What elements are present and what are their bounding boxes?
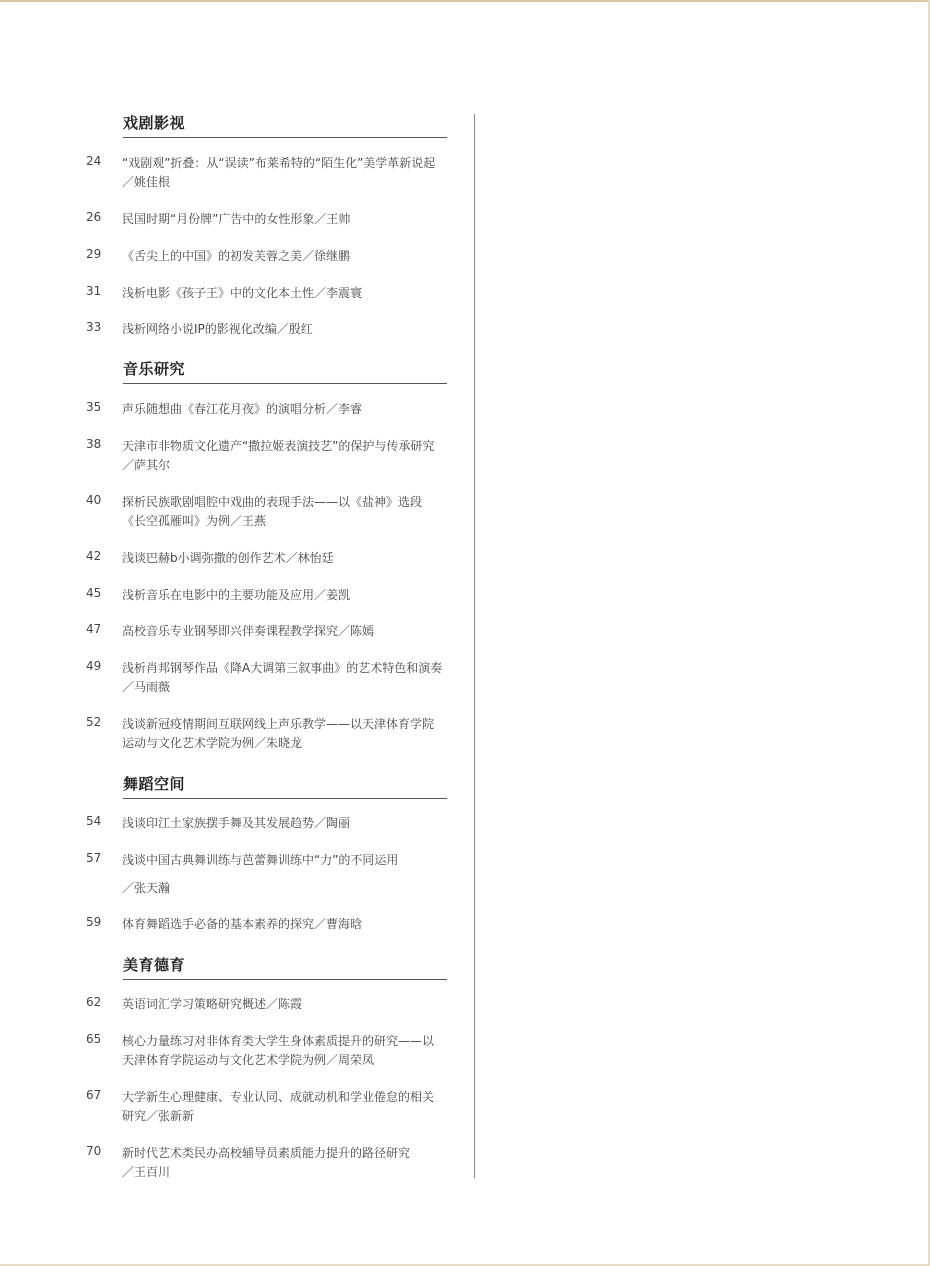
entry-title: 浅析音乐在电影中的主要功能及应用／姜凯 <box>122 588 351 602</box>
entry-page-number: 54 <box>86 814 102 828</box>
section-heading: 音乐研究 <box>123 358 447 384</box>
entry-page-number: 35 <box>86 400 102 414</box>
entry-title: 浅谈中国古典舞训练与芭蕾舞训练中“力”的不同运用 ／张天瀚 <box>122 853 399 895</box>
entry-title: 民国时期“月份牌”广告中的女性形象／王帅 <box>122 212 351 226</box>
entry-page-number: 70 <box>86 1144 102 1158</box>
entry-page-number: 52 <box>86 715 102 729</box>
entry-page-number: 65 <box>86 1032 102 1046</box>
entry-title: 浅谈印江土家族摆手舞及其发展趋势／陶丽 <box>122 816 351 830</box>
entry-page-number: 49 <box>86 659 102 673</box>
entry-page-number: 42 <box>86 549 102 563</box>
entry-page-number: 33 <box>86 320 102 334</box>
page-top-border <box>0 0 930 2</box>
section-heading: 舞蹈空间 <box>123 773 447 799</box>
entry-title: 天津市非物质文化遗产“撒拉姬表演技艺”的保护与传承研究 ／萨其尔 <box>122 439 435 472</box>
entry-title: 声乐随想曲《春江花月夜》的演唱分析／李睿 <box>122 402 363 416</box>
entry-title: 浅谈巴赫b小调弥撒的创作艺术／林怡廷 <box>122 551 334 565</box>
entry-page-number: 59 <box>86 915 102 929</box>
entry-title: 体育舞蹈选手必备的基本素养的探究／曹海晗 <box>122 917 363 931</box>
entry-title: “戏剧观”折叠：从“误读”布莱希特的“陌生化”美学革新说起 ／姚佳根 <box>122 156 436 189</box>
column-divider <box>474 114 475 1178</box>
entry-title: 浅析肖邦钢琴作品《降A大调第三叙事曲》的艺术特色和演奏 ／马雨薇 <box>122 661 443 694</box>
entry-page-number: 40 <box>86 493 102 507</box>
entry-title: 高校音乐专业钢琴即兴伴奏课程教学探究／陈嫣 <box>122 624 375 638</box>
entry-page-number: 26 <box>86 210 102 224</box>
entry-title: 探析民族歌剧唱腔中戏曲的表现手法——以《盐神》选段 《长空孤雁叫》为例／王燕 <box>122 495 423 528</box>
entry-page-number: 31 <box>86 284 102 298</box>
entry-page-number: 45 <box>86 586 102 600</box>
entry-page-number: 47 <box>86 622 102 636</box>
entry-title: 英语词汇学习策略研究概述／陈霞 <box>122 997 303 1011</box>
entry-page-number: 24 <box>86 154 102 168</box>
section-heading: 戏剧影视 <box>123 112 447 138</box>
entry-title: 新时代艺术类民办高校辅导员素质能力提升的路径研究 ／王百川 <box>122 1146 411 1179</box>
entry-title: 大学新生心理健康、专业认同、成就动机和学业倦怠的相关 研究／张新新 <box>122 1090 435 1123</box>
entry-title: 浅谈新冠疫情期间互联网线上声乐教学——以天津体育学院 运动与文化艺术学院为例／朱晓龙 <box>122 717 435 750</box>
entry-title: 《舌尖上的中国》的初发芙蓉之美／徐继鹏 <box>122 249 351 263</box>
entry-page-number: 29 <box>86 247 102 261</box>
entry-page-number: 38 <box>86 437 102 451</box>
entry-title: 浅析电影《孩子王》中的文化本土性／李震寰 <box>122 286 363 300</box>
entry-title: 核心力量练习对非体育类大学生身体素质提升的研究——以 天津体育学院运动与文化艺术学院为例／周荣凤 <box>122 1034 435 1067</box>
entry-title: 浅析网络小说IP的影视化改编／殷红 <box>122 322 313 336</box>
entry-page-number: 67 <box>86 1088 102 1102</box>
entry-page-number: 57 <box>86 851 102 865</box>
entry-page-number: 62 <box>86 995 102 1009</box>
section-heading: 美育德育 <box>123 954 447 980</box>
